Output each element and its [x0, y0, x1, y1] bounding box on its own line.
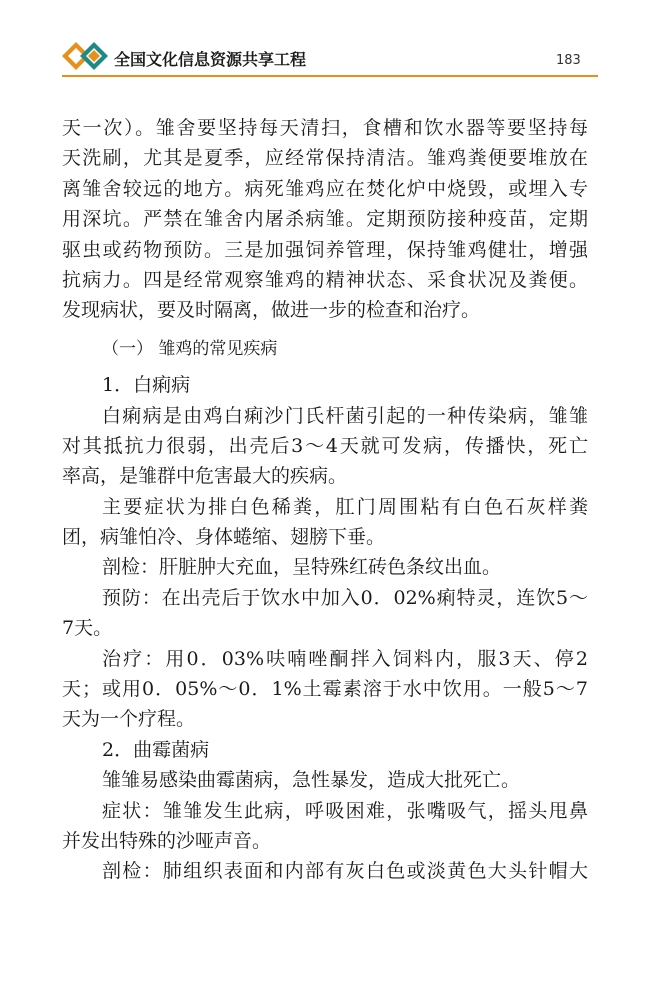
text-line: 并发出特殊的沙哑声音。	[62, 829, 272, 852]
text-line: 天；或用0．05%～0．1%土霉素溶于水中饮用。一般5～7	[62, 678, 588, 701]
text-line: 症状：雏雏发生此病，呼吸困难，张嘴吸气，摇头甩鼻	[102, 799, 588, 822]
paragraph-disease1-autopsy: 剖检：肝脏肿大充血，呈特殊红砖色条纹出血。	[102, 556, 502, 579]
text-line: 离雏舍较远的地方。病死雏鸡应在焚化炉中烧毁，或埋入专	[62, 177, 588, 200]
page-header	[0, 0, 646, 80]
text-line: 团，病雏怕冷、身体蜷缩、翅膀下垂。	[62, 526, 386, 549]
paragraph-disease1-symptoms	[62, 492, 588, 553]
header-divider	[62, 75, 598, 77]
text-line: 率高，是雏群中危害最大的疾病。	[62, 465, 348, 488]
text-line: 驱虫或药物预防。三是加强饲养管理，保持雏鸡健壮，增强	[62, 238, 588, 261]
text-line: 发现病状，要及时隔离，做进一步的检查和治疗。	[62, 299, 481, 322]
text-line: 抗病力。四是经常观察雏鸡的精神状态、采食状况及粪便。	[62, 268, 588, 291]
text-line: 用深坑。严禁在雏舍内屠杀病雏。定期预防接种疫苗，定期	[62, 208, 588, 231]
text-line: 治疗：用0．03%呋喃唑酮拌入饲料内，服3天、停2	[102, 647, 588, 670]
paragraph-disease2-autopsy: 剖检：肺组织表面和内部有灰白色或淡黄色大头针帽大	[102, 860, 588, 883]
text-line: 主要症状为排白色稀粪，肛门周围粘有白色石灰样粪	[102, 495, 588, 518]
text-line: 天一次）。雏舍要坚持每天清扫，食槽和饮水器等要坚持每	[62, 117, 588, 139]
page-number: 183	[556, 53, 581, 68]
section-heading: （一） 雏鸡的常见疾病	[102, 338, 278, 359]
text-line: 天洗刷，尤其是夏季，应经常保持清洁。雏鸡粪便要堆放在	[62, 147, 588, 170]
text-line: 对其抵抗力很弱，出壳后3～4天就可发病，传播快，死亡	[62, 434, 588, 457]
text-line: 预防：在出壳后于饮水中加入0．02%痢特灵，连饮5～	[102, 586, 588, 609]
disease-title: 2．曲霉菌病	[102, 738, 210, 761]
paragraph-disease2-intro: 雏雏易感染曲霉菌病，急性暴发，造成大批死亡。	[102, 769, 521, 792]
text-line: 7天。	[62, 617, 113, 640]
paragraph-disease1-prevention	[62, 583, 588, 644]
text-line: 白痢病是由鸡白痢沙门氏杆菌引起的一种传染病，雏雏	[102, 404, 588, 427]
paragraph-disease1-description	[62, 401, 588, 492]
paragraph-disease2-symptoms	[62, 796, 588, 857]
paragraph-disease1-treatment	[62, 644, 588, 735]
paragraph-hygiene	[62, 113, 588, 326]
page-content	[62, 113, 588, 887]
logo-icon	[62, 40, 112, 72]
disease-title: 1．白痢病	[102, 374, 191, 397]
text-line: 天为一个疗程。	[62, 708, 196, 731]
header-title: 全国文化信息资源共享工程	[114, 50, 307, 69]
